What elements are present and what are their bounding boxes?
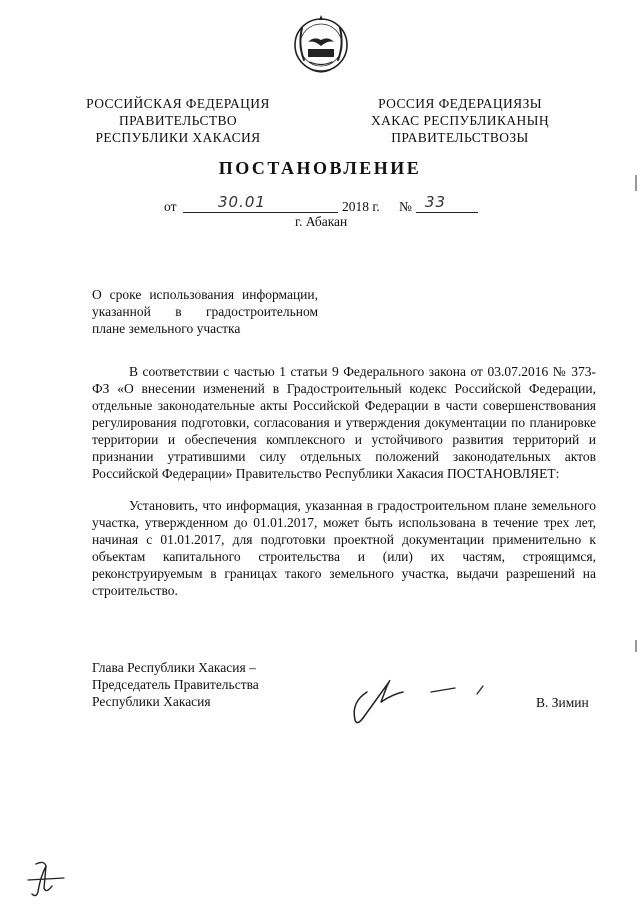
coat-of-arms-emblem — [290, 12, 352, 78]
header-left-russian — [78, 95, 278, 146]
scan-edge-mark — [635, 175, 637, 191]
header-right-khakas — [360, 95, 560, 146]
signatory-line2: Председатель Правительства — [92, 677, 259, 692]
body-paragraph-2: Установить, что информация, указанная в градостроительном плане земельного участка, утвержденном до 01.01.2017, может быть использована в течение трех лет, начиная с 01.01.2017, для подготовки проектной документации применительно к объектам капитального строительства и (или) их частям, строящимся, реконструируемым в границах такого земельного участка, выдачи разрешений на строительство. — [92, 498, 596, 598]
header-right-line3: ПРАВИТЕЛЬСТВОЗЫ — [391, 130, 529, 145]
document-title: ПОСТАНОВЛЕНИЕ — [218, 158, 422, 178]
handwritten-signature — [345, 672, 505, 732]
resolution-subject — [92, 286, 318, 337]
date-underline — [183, 212, 338, 213]
header-left-line2: ПРАВИТЕЛЬСТВО — [118, 113, 238, 128]
scan-edge-mark — [635, 640, 637, 652]
header-left-line3: РЕСПУБЛИКИ ХАКАСИЯ — [95, 130, 261, 145]
date-handwritten: 30.01 — [218, 193, 266, 211]
signatory-title — [92, 659, 312, 710]
handwritten-initials — [22, 858, 82, 900]
subject-line3: плане земельного участка — [92, 321, 241, 336]
signatory-line3: Республики Хакасия — [92, 694, 211, 709]
header-left-line1: РОССИЙСКАЯ ФЕДЕРАЦИЯ — [86, 96, 270, 111]
signatory-name: В. Зимин — [536, 695, 589, 710]
number-sign: № — [399, 199, 412, 214]
date-prefix: от — [164, 199, 177, 214]
subject-line2: указанной в градостроительном — [92, 304, 318, 319]
number-handwritten: 33 — [425, 193, 447, 211]
signatory-line1: Глава Республики Хакасия – — [92, 660, 256, 675]
city: г. Абакан — [295, 214, 348, 229]
date-year: 2018 г. — [342, 199, 380, 214]
header-right-line2: ХАКАС РЕСПУБЛИКАНЫҢ — [371, 113, 549, 128]
subject-line1: О сроке использования информации, — [92, 287, 318, 302]
header-right-line1: РОССИЯ ФЕДЕРАЦИЯЗЫ — [378, 96, 542, 111]
number-underline — [416, 212, 478, 213]
body-paragraph-1: В соответствии с частью 1 статьи 9 Федерального закона от 03.07.2016 № 373-ФЗ «О внесении изменений в Градостроительный кодекс Российской Федерации, отдельные законодательные акты Российской Федерации в части совершенствования регулирования подготовки, согласования и утверждения документации по планировке территории и обеспечения комплексного и устойчивого развития территорий и признании утратившими силу отдельных положений законодательных актов Российской Федерации» Правительство Республики Хакасия ПОСТАНОВЛЯЕТ: — [92, 364, 596, 481]
